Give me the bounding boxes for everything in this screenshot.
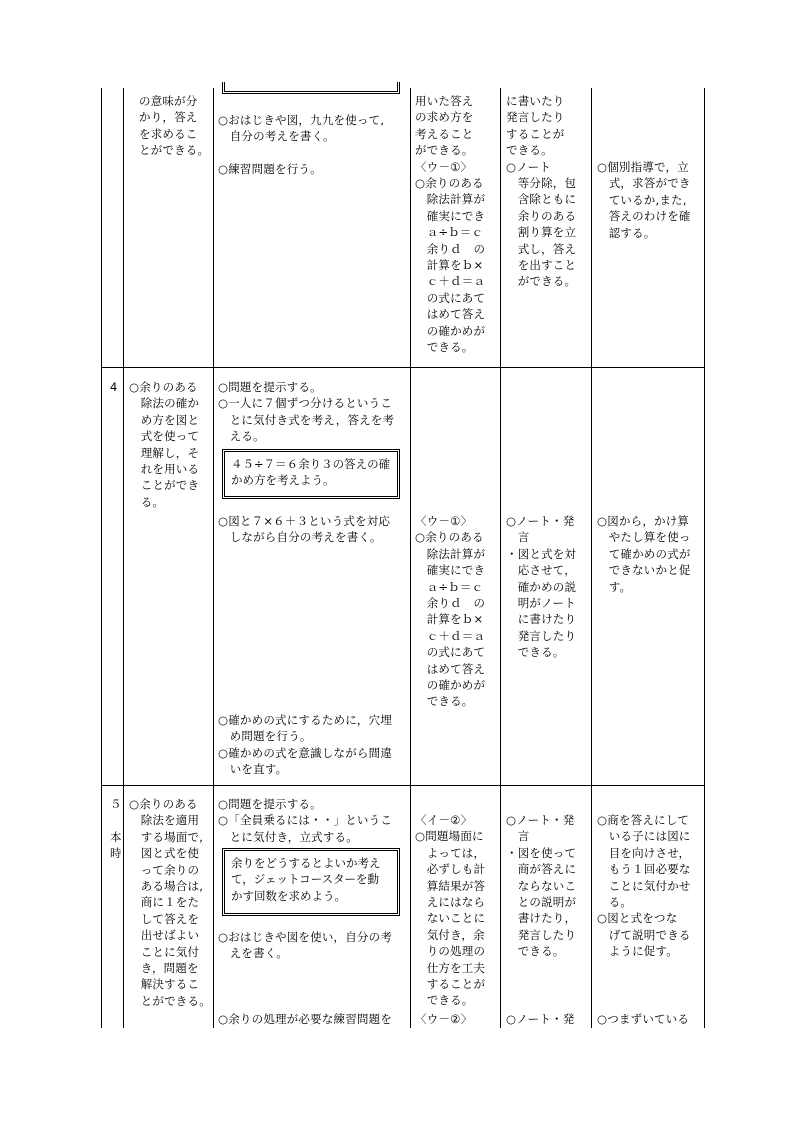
activity-text: ○問題を提示する。 ○「全員乗るには・・」というこ とに気付き，立式する。 (218, 797, 393, 844)
criteria-text: 〈イ－②〉 ○問題場面に よっては， 必ずしも計 算結果が答 えにはなら ないことに 気付き，余 りの処理の 仕方を工夫 することが できる。 (415, 813, 486, 1008)
task-box (222, 848, 400, 916)
evaluation-text: ○ノート・発 言 ・図を使って 商が答えに ならないこ との説明が 書けたり， 発言したり できる。 (506, 813, 577, 959)
criteria-text: 〈ウ－①〉 ○余りのある 除法計算が 確実にでき ａ÷ｂ＝ｃ 余りｄ の 計算をｂ× ｃ＋ｄ＝ａ の式にあて はめて答え の確かめが できる。 (415, 514, 486, 709)
task-box-text: ４５÷７＝６余り３の答えの確 かめ方を考えよう。 (231, 457, 391, 488)
lesson-number: ５ (110, 797, 122, 811)
activity-text-2: ○おはじきや図を使い，自分の考 えを書く。 (218, 930, 393, 961)
column-divider-goal (213, 88, 214, 1028)
evaluation-text: ○ノート・発 言 ・図と式を対 応させて， 確かめの説 明がノート に書けたり 発言したり できる。 (506, 514, 577, 660)
goal-text: ○余りのある 除法の確か め方を図と 式を使って 理解し，そ れを用いる ことができ る。 (129, 380, 200, 509)
support-text-2: ○つまずいている (597, 1012, 690, 1026)
evaluation-text: に書いたり 発言したり することが できる。 ○ノート 等分除，包 含除ともに 余りのある 割り算を立 式し，答え を出すこと ができる。 (506, 94, 577, 289)
support-text: ○個別指導で，立 式，求答ができ ているか,また, 答えのわけを確 認する。 (597, 160, 691, 240)
current-lesson-label: 本 時 (110, 830, 122, 861)
activity-text: ○問題を提示する。 ○一人に７個ずつ分けるというこ とに気付き式を考え，答えを考 える。 (218, 380, 395, 444)
continued-frame-bottom (222, 82, 400, 94)
criteria-text-2: 〈ウ－②〉 (415, 1012, 473, 1026)
column-divider-criteria (500, 88, 501, 1028)
activity-text-3: ○確かめの式にするために，穴埋 め問題を行う。 ○確かめの式を意識しながら間違 いを直す。 (218, 713, 393, 777)
activity-text-2: ○図と７×６＋３という式を対応 しながら自分の考えを書く。 (218, 514, 391, 545)
goal-text: ○余りのある 除法を適用 する場面で, 図と式を使 って余りの ある場合は, 商に１をた して答えを 出せばよい ことに気付 き，問題を 解決するこ とができる。 (129, 797, 211, 1008)
column-divider-activity (410, 88, 411, 1028)
activity-text-3: ○余りの処理が必要な練習問題を (218, 1012, 393, 1026)
lesson-plan-table (101, 88, 705, 1028)
support-text: ○図から，かけ算 やたし算を使っ て確かめの式が できないかと促 す。 (597, 514, 691, 594)
task-box-text: 余りをどうするとよいか考え て，ジェットコースターを動 かす回数を求めよう。 (231, 856, 381, 903)
column-divider-evaluation (591, 88, 592, 1028)
lesson-number: 4 (110, 380, 118, 394)
criteria-text: 用いた答え の求め方を 考えること ができる。 〈ウ－①〉 ○余りのある 除法計算が 確実にでき ａ÷ｂ＝ｃ 余りｄ の 計算をｂ× ｃ＋ｄ＝ａ の式にあて はめて答え の確かめが できる。 (415, 94, 486, 355)
table-border-left (101, 88, 102, 1028)
evaluation-text-2: ○ノート・発 (506, 1012, 575, 1026)
support-text: ○商を答えにして いる子には図に 目を向けさせ， もう１回必要な ことに気付かせ る。 ○図と式をつな げて説明できる ように促す。 (597, 813, 691, 959)
task-box (222, 449, 400, 499)
row-divider-1 (101, 367, 705, 368)
column-divider-number (123, 88, 124, 1028)
row-divider-2 (101, 785, 705, 786)
table-border-right (704, 88, 705, 1028)
goal-text: の意味が分 かり，答え を求めるこ とができる。 (139, 94, 210, 158)
activity-text: ○おはじきや図，九九を使って, 自分の考えを書く。 ○練習問題を行う。 (218, 113, 385, 177)
